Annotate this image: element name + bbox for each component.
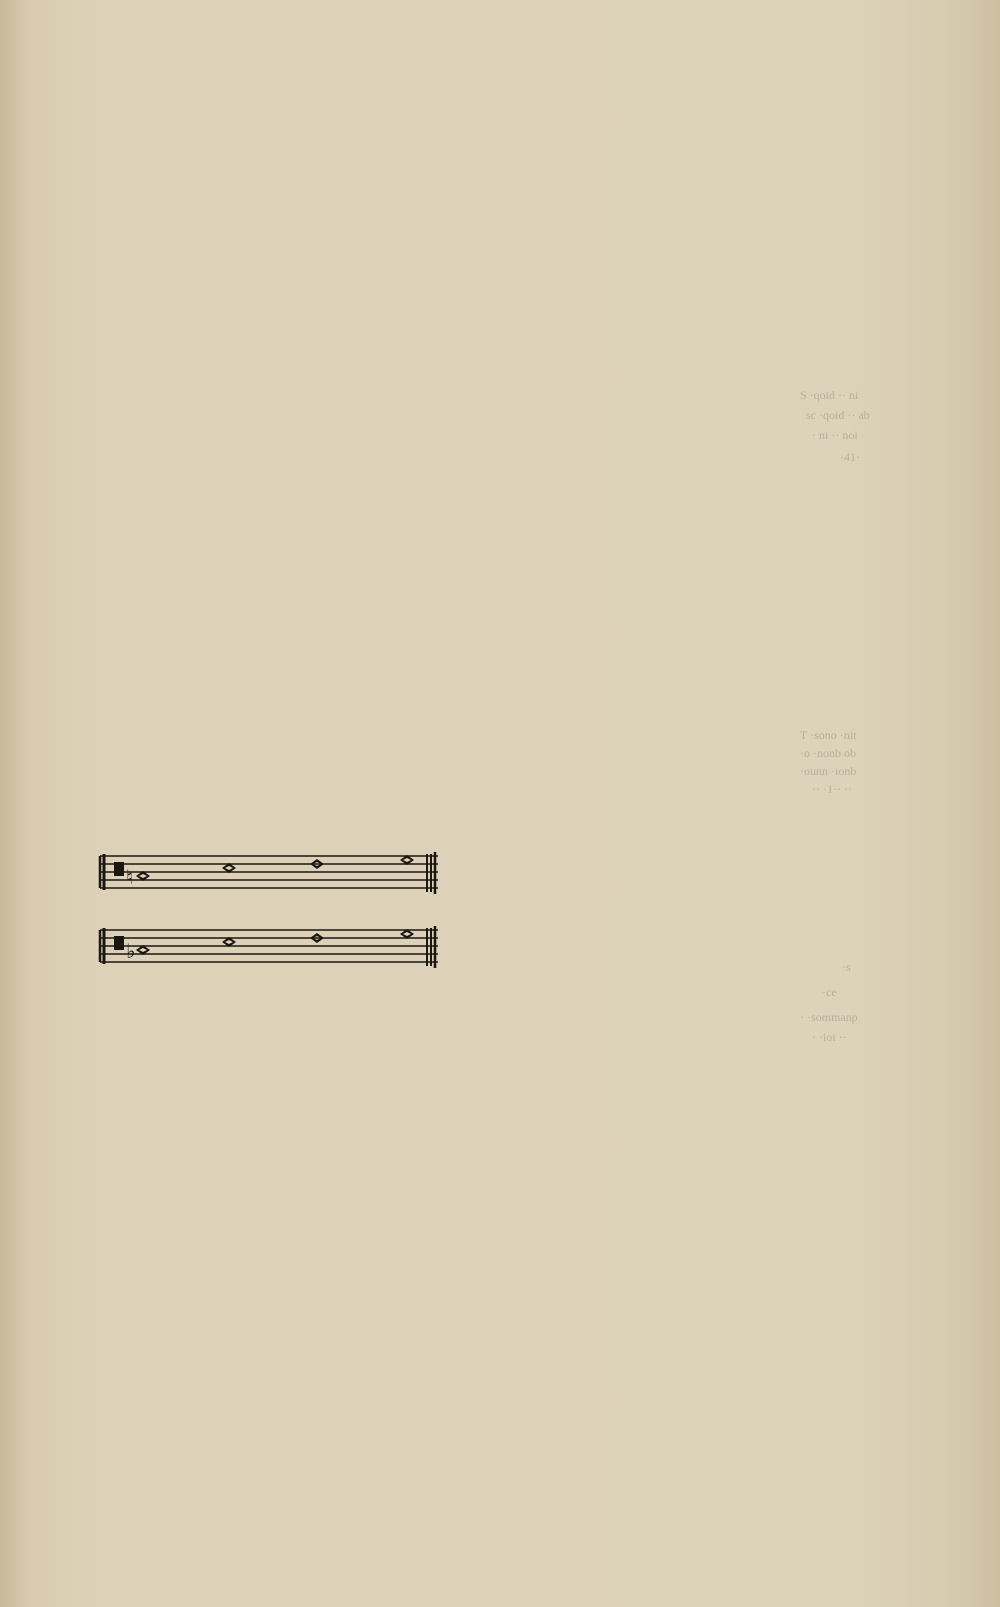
flat-sign: ♭ — [126, 939, 136, 963]
bleed-through-mark: ·o ·nonb ob — [800, 746, 856, 760]
bleed-through-mark: ·· ·1·· ·· — [812, 782, 852, 796]
clef-mark — [114, 862, 124, 876]
bleed-through-mark: · ·ioi ·· — [812, 1030, 847, 1044]
music-staves — [96, 848, 448, 1018]
bleed-through-mark: ·41· — [840, 450, 860, 464]
bleed-through-mark: T ·sono ·nit — [800, 728, 857, 742]
bleed-through-mark: S ·qoid ·· ni — [800, 388, 859, 402]
bleed-through-mark: · ni ·· noi — [812, 428, 858, 442]
music-example — [96, 848, 448, 1018]
bleed-through-mark: sc ·qoid ·· ab — [806, 408, 870, 422]
bleed-through-mark: ·ce — [822, 985, 837, 999]
staff-upper — [100, 852, 438, 894]
bleed-through-mark: ·ounn ·ionb — [800, 764, 857, 778]
clef-mark — [114, 936, 124, 950]
staff-lower — [100, 926, 438, 968]
bleed-through-mark: · ·sommanp — [800, 1010, 858, 1024]
natural-sign: ♮ — [126, 865, 134, 889]
page-header — [0, 88, 1000, 138]
bleed-through-mark: ·s — [842, 960, 851, 974]
